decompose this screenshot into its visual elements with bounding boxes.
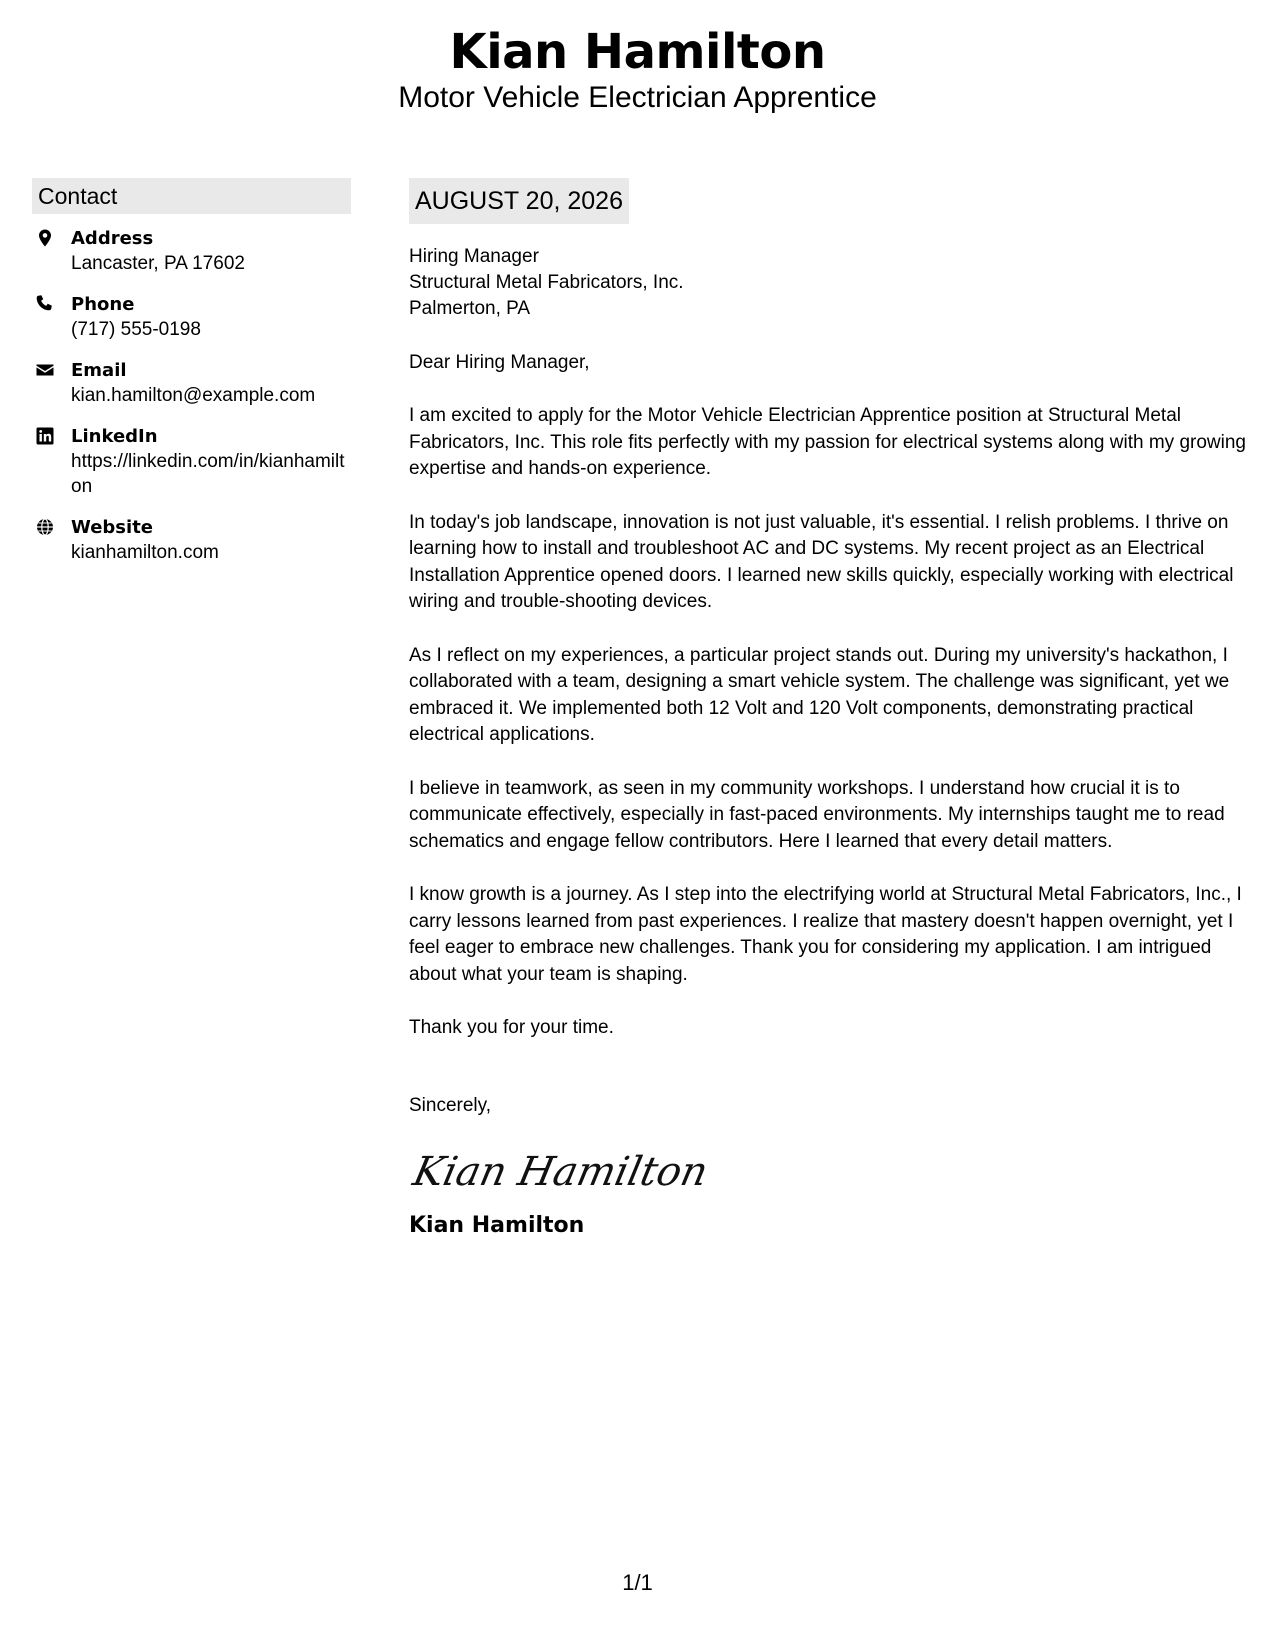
recipient-line: Palmerton, PA — [409, 298, 531, 319]
letter-date: AUGUST 20, 2026 — [409, 178, 629, 224]
envelope-icon — [35, 360, 55, 380]
contact-item-address — [32, 226, 351, 276]
contact-item-phone — [32, 292, 351, 342]
closing: Sincerely, — [409, 1094, 492, 1116]
recipient-line: Hiring Manager — [409, 246, 539, 267]
phone-icon — [35, 294, 55, 314]
contact-label: Address — [71, 228, 154, 249]
handwritten-signature — [409, 1139, 713, 1201]
contact-value: (717) 555-0198 — [71, 319, 201, 340]
letter-paragraph: As I reflect on my experiences, a particular project stands out. During my university's hackathon, I collaborated with a team, designing a smart vehicle system. The challenge was significant, yet we embraced it. We implemented both 12 Volt and 120 Volt components, demonstrating practical electrical applications. — [409, 644, 1230, 745]
contact-sidebar — [32, 178, 351, 581]
letter-paragraph: I am excited to apply for the Motor Vehicle Electrician Apprentice position at Structural Metal Fabricators, Inc. This role fits perfectly with my passion for electrical systems along with my growing expertise and hands-on experience. — [409, 405, 1246, 479]
letter-paragraph: In today's job landscape, innovation is not just valuable, it's essential. I relish problems. I thrive on learning how to install and troubleshoot AC and DC systems. My recent project as an Electrical Installation Apprentice opened doors. I learned new skills quickly, especially working with electrical wiring and trouble-shooting devices. — [409, 511, 1234, 612]
contact-list — [32, 226, 351, 565]
letter-paragraph: Thank you for your time. — [409, 1017, 614, 1038]
globe-icon — [35, 517, 55, 537]
recipient-block — [409, 244, 1249, 322]
page-number: 1/1 — [622, 1570, 653, 1595]
contact-item-email — [32, 358, 351, 408]
map-pin-icon — [35, 228, 55, 248]
letter-paragraph: I believe in teamwork, as seen in my community workshops. I understand how crucial it is to communicate effectively, especially in fast-paced environments. My internships taught me to read schematics and engage fellow contributors. Here I learned that every detail matters. — [409, 777, 1225, 852]
applicant-name: Kian Hamilton — [449, 24, 826, 80]
resume-header — [0, 22, 1275, 116]
letter-paragraph: I know growth is a journey. As I step into the electrifying world at Structural Metal Fabricators, Inc., I carry lessons learned from past experiences. I realize that mastery doesn't happen overnight, yet I feel eager to embrace new challenges. Thank you for considering my application. I am intrigued about what your team is shaping. — [409, 884, 1242, 985]
contact-label: Phone — [71, 294, 135, 315]
contact-value: kian.hamilton@example.com — [71, 385, 316, 406]
contact-label: Email — [71, 360, 127, 381]
contact-value: https://linkedin.com/in/kianhamilton — [71, 451, 345, 497]
contact-value: Lancaster, PA 17602 — [71, 253, 245, 274]
contact-label: Website — [71, 517, 154, 538]
contact-heading: Contact — [32, 178, 351, 214]
signed-name: Kian Hamilton — [409, 1212, 585, 1238]
salutation: Dear Hiring Manager, — [409, 352, 590, 373]
applicant-job-title: Motor Vehicle Electrician Apprentice — [398, 81, 877, 114]
cover-letter-body — [409, 178, 1249, 1241]
linkedin-icon — [35, 426, 55, 446]
contact-value: kianhamilton.com — [71, 542, 219, 563]
svg-text:Kian Hamilton: Kian Hamilton — [409, 1146, 713, 1195]
contact-item-website — [32, 515, 351, 565]
contact-item-linkedin — [32, 424, 351, 499]
contact-label: LinkedIn — [71, 426, 158, 447]
recipient-line: Structural Metal Fabricators, Inc. — [409, 272, 684, 293]
